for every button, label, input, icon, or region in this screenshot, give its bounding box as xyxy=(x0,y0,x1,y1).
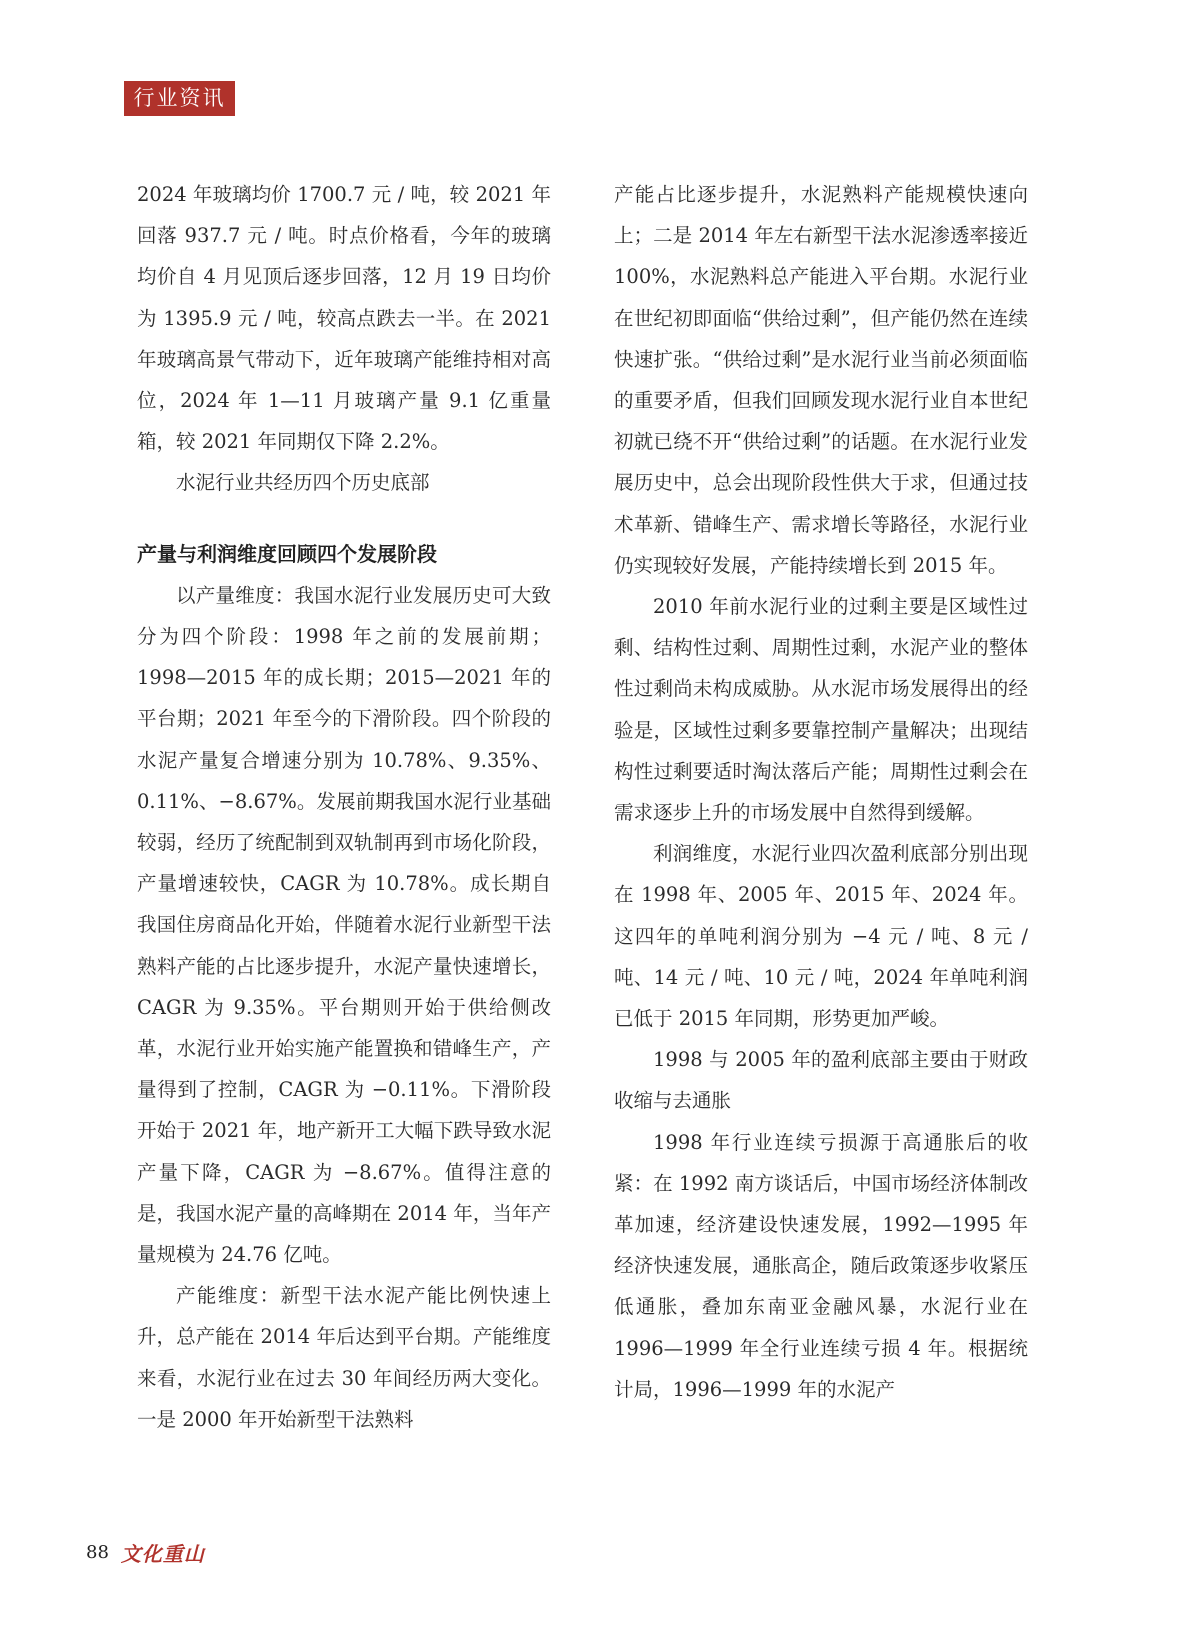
subheading: 水泥行业共经历四个历史底部 xyxy=(176,471,430,495)
paragraph: 2010 年前水泥行业的过剩主要是区域性过剩、结构性过剩、周期性过剩，水泥产业的整体性过剩尚未构成威胁。从水泥市场发展得出的经验是，区域性过剩多要靠控制产量解决；出现结构性过剩要适时淘汰落后产能；周期性过剩会在需求逐步上升的市场发展中自然得到缓解。 xyxy=(614,595,1028,825)
page-number: 88 xyxy=(86,1541,109,1563)
paragraph: 利润维度，水泥行业四次盈利底部分别出现在 1998 年、2005 年、2015 年、2024 年。这四年的单吨利润分别为 −4 元 / 吨、8 元 / 吨、14 元 / 吨、10 元 / 吨，2024 年单吨利润已低于 2015 年同期，形势更加严峻。 xyxy=(614,842,1028,1031)
paragraph: 产能占比逐步提升，水泥熟料产能规模快速向上；二是 2014 年左右新型干法水泥渗透率接近 100%，水泥熟料总产能进入平台期。水泥行业在世纪初即面临“供给过剩”，但产能仍然在连续快速扩张。“供给过剩”是水泥行业当前必须面临的重要矛盾，但我们回顾发现水泥行业自本世纪初就已绕不开“供给过剩”的话题。在水泥行业发展历史中，总会出现阶段性供大于求，但通过技术革新、错峰生产、需求增长等路径，水泥行业仍实现较好发展，产能持续增长到 2015 年。 xyxy=(614,183,1028,577)
paragraph: 1998 年行业连续亏损源于高通胀后的收紧：在 1992 南方谈话后，中国市场经济体制改革加速，经济建设快速发展，1992—1995 年经济快速发展，通胀高企，随后政策逐步收紧压低通胀，叠加东南亚金融风暴，水泥行业在 1996—1999 年全行业连续亏损 4 年。根据统计局，1996—1999 年的水泥产 xyxy=(614,1130,1028,1401)
left-column xyxy=(137,174,551,1440)
section-tag: 行业资讯 xyxy=(124,81,235,116)
section-heading: 产量与利润维度回顾四个发展阶段 xyxy=(137,541,437,566)
page-footer xyxy=(86,1537,205,1567)
subheading: 1998 与 2005 年的盈利底部主要由于财政收缩与去通胀 xyxy=(614,1048,1028,1113)
magazine-logo: 文化重山 xyxy=(120,1541,205,1566)
paragraph: 以产量维度：我国水泥行业发展历史可大致分为四个阶段：1998 年之前的发展前期；1998—2015 年的成长期；2015—2021 年的平台期；2021 年至今的下滑阶段。四个阶段的水泥产量复合增速分别为 10.78%、9.35%、0.11%、−8.67%。发展前期我国水泥行业基础较弱，经历了统配制到双轨制再到市场化阶段，产量增速较快，CAGR 为 10.78%。成长期自我国住房商品化开始，伴随着水泥行业新型干法熟料产能的占比逐步提升，水泥产量快速增长，CAGR 为 9.35%。平台期则开始于供给侧改革，水泥行业开始实施产能置换和错峰生产，产量得到了控制，CAGR 为 −0.11%。下滑阶段开始于 2021 年，地产新开工大幅下跌导致水泥产量下降，CAGR 为 −8.67%。值得注意的是，我国水泥产量的高峰期在 2014 年，当年产量规模为 24.76 亿吨。 xyxy=(137,583,551,1267)
right-column xyxy=(614,174,1028,1410)
paragraph: 2024 年玻璃均价 1700.7 元 / 吨，较 2021 年回落 937.7 元 / 吨。时点价格看，今年的玻璃均价自 4 月见顶后逐步回落，12 月 19 日均价为 1395.9 元 / 吨，较高点跌去一半。在 2021 年玻璃高景气带动下，近年玻璃产能维持相对高位，2024 年 1—11 月玻璃产量 9.1 亿重量箱，较 2021 年同期仅下降 2.2%。 xyxy=(137,183,551,454)
paragraph: 产能维度：新型干法水泥产能比例快速上升，总产能在 2014 年后达到平台期。产能维度来看，水泥行业在过去 30 年间经历两大变化。一是 2000 年开始新型干法熟料 xyxy=(137,1284,551,1431)
